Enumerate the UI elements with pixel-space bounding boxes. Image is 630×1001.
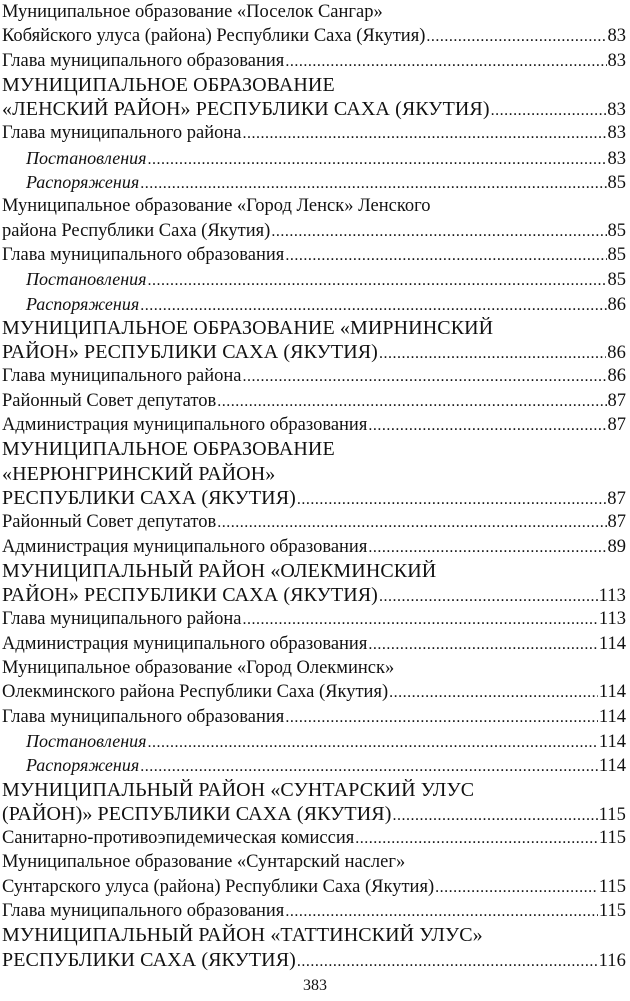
toc-heading-line — [2, 437, 626, 461]
toc-entry-title: МУНИЦИПАЛЬНЫЙ РАЙОН «СУНТАРСКИЙ УЛУС — [2, 778, 475, 801]
toc-entry-title: (РАЙОН)» РЕСПУБЛИКИ САХА (ЯКУТИЯ) — [2, 802, 392, 825]
dot-leader — [379, 583, 598, 607]
toc-entry-title: Сунтарского улуса (района) Республики Саха (Якутия) — [2, 876, 435, 897]
toc-entry — [2, 194, 626, 218]
toc-heading-line — [2, 73, 626, 97]
dot-leader — [242, 364, 606, 388]
toc-entry-title: РАЙОН» РЕСПУБЛИКИ САХА (ЯКУТИЯ) — [2, 341, 378, 364]
toc-heading-line — [2, 948, 626, 972]
toc-entry-title: МУНИЦИПАЛЬНЫЙ РАЙОН «ОЛЕКМИНСКИЙ — [2, 559, 437, 582]
toc-entry — [2, 49, 626, 73]
toc-entry-title: Муниципальное образование «Поселок Сангар» — [2, 2, 383, 22]
toc-entry-title: Распоряжения — [26, 755, 140, 776]
toc-entry-page: 115 — [598, 900, 626, 921]
toc-entry — [2, 535, 626, 559]
dot-leader — [148, 267, 607, 291]
toc-entry — [2, 875, 626, 899]
toc-entry-page: 114 — [598, 706, 626, 727]
toc-entry — [2, 413, 626, 437]
toc-entry-title: Постановления — [26, 147, 147, 168]
toc-entry-page: 86 — [607, 366, 626, 387]
toc-entry-title: Глава муниципального образования — [2, 900, 285, 921]
toc-entry-title: Олекминского района Республики Саха (Якутия) — [2, 682, 389, 703]
toc-entry-title: Муниципальное образование «Город Олекминск» — [2, 658, 395, 679]
toc-entry-title: Глава муниципального района — [2, 609, 242, 630]
toc-entry-page: 115 — [598, 828, 626, 849]
toc-entry-title: МУНИЦИПАЛЬНОЕ ОБРАЗОВАНИЕ — [2, 438, 335, 461]
dot-leader — [148, 146, 607, 170]
dot-leader — [435, 875, 598, 899]
toc-entry-page: 115 — [598, 804, 626, 825]
toc-entry-page: 83 — [607, 123, 626, 144]
toc-entry-page: 116 — [598, 950, 626, 971]
toc-entry — [2, 850, 626, 874]
toc-entry-title: РАЙОН» РЕСПУБЛИКИ САХА (ЯКУТИЯ) — [2, 584, 378, 607]
dot-leader — [355, 826, 598, 850]
toc-entry-page: 83 — [607, 26, 626, 47]
toc-entry-title: МУНИЦИПАЛЬНЫЙ РАЙОН «ТАТТИНСКИЙ УЛУС» — [2, 924, 483, 947]
toc-entry-title: РЕСПУБЛИКИ САХА (ЯКУТИЯ) — [2, 948, 296, 971]
toc-entry — [2, 656, 626, 680]
toc-entry-title: Санитарно-противоэпидемическая комиссия — [2, 828, 355, 849]
toc-entry — [2, 705, 626, 729]
toc-heading-line — [2, 462, 626, 486]
toc-entry-title: «НЕРЮНГРИНСКИЙ РАЙОН» — [2, 462, 276, 485]
dot-leader — [285, 899, 598, 923]
toc-entry-title: Распоряжения — [26, 172, 140, 193]
toc-entry-page: 86 — [607, 343, 626, 364]
dot-leader — [140, 292, 606, 316]
toc-entry — [2, 219, 626, 243]
dot-leader — [368, 632, 598, 656]
dot-leader — [297, 486, 606, 510]
dot-leader — [379, 340, 606, 364]
dot-leader — [271, 219, 606, 243]
dot-leader — [140, 170, 606, 194]
toc-entry-title: Распоряжения — [26, 293, 140, 314]
toc-entry-page: 83 — [607, 50, 626, 71]
toc-entry — [2, 607, 626, 631]
toc-entry-page: 87 — [607, 390, 626, 411]
toc-entry-title: Муниципальное образование «Город Ленск» Ленского — [2, 196, 431, 217]
toc-entry — [2, 24, 626, 48]
dot-leader — [285, 243, 606, 267]
toc-entry — [2, 170, 626, 194]
toc-entry-page: 85 — [607, 173, 626, 194]
dot-leader — [285, 705, 598, 729]
toc-entry — [2, 632, 626, 656]
toc-entry-page: 114 — [598, 731, 626, 752]
toc-entry — [2, 826, 626, 850]
toc-heading-line — [2, 559, 626, 583]
dot-leader — [242, 121, 606, 145]
toc-heading-line — [2, 583, 626, 607]
toc-entry-page: 87 — [607, 488, 626, 509]
toc-entry-title: МУНИЦИПАЛЬНОЕ ОБРАЗОВАНИЕ — [2, 73, 335, 96]
toc-entry-title: района Республики Саха (Якутия) — [2, 220, 271, 241]
toc-entry-page: 89 — [607, 536, 626, 557]
toc-entry-title: РЕСПУБЛИКИ САХА (ЯКУТИЯ) — [2, 486, 296, 509]
toc-heading-line — [2, 486, 626, 510]
toc-entry-title: Постановления — [26, 730, 147, 751]
toc-entry — [2, 899, 626, 923]
dot-leader — [368, 535, 606, 559]
toc-heading-line — [2, 97, 626, 121]
toc-entry-title: Постановления — [26, 269, 147, 290]
toc-entry-page: 113 — [598, 586, 626, 607]
dot-leader — [285, 49, 606, 73]
toc-entry-title: Глава муниципального образования — [2, 50, 285, 71]
toc-entry-page: 87 — [607, 415, 626, 436]
toc-entry-page: 83 — [607, 100, 626, 121]
toc-entry-title: Районный Совет депутатов — [2, 512, 217, 533]
toc-entry — [2, 729, 626, 753]
dot-leader — [140, 753, 598, 777]
toc-entry — [2, 0, 626, 24]
toc-entry-title: Районный Совет депутатов — [2, 390, 217, 411]
toc-entry — [2, 389, 626, 413]
toc-entry — [2, 753, 626, 777]
toc-entry-page: 85 — [607, 270, 626, 291]
toc-entry-page: 86 — [607, 294, 626, 315]
toc-entry-title: Глава муниципального образования — [2, 706, 285, 727]
toc-entry — [2, 267, 626, 291]
toc-entry — [2, 121, 626, 145]
toc-entry-page: 85 — [607, 220, 626, 241]
toc-heading-line — [2, 802, 626, 826]
toc-entry-page: 114 — [598, 756, 626, 777]
toc-heading-line — [2, 316, 626, 340]
toc-entry-page: 87 — [607, 512, 626, 533]
toc-entry-page: 113 — [598, 609, 626, 630]
toc-entry-title: «ЛЕНСКИЙ РАЙОН» РЕСПУБЛИКИ САХА (ЯКУТИЯ) — [2, 98, 490, 121]
toc-entry-title: Глава муниципального района — [2, 123, 242, 144]
toc-heading-line — [2, 923, 626, 947]
dot-leader — [389, 680, 598, 704]
dot-leader — [217, 510, 606, 534]
toc-entry — [2, 243, 626, 267]
toc-entry — [2, 146, 626, 170]
toc-entry-title: Муниципальное образование «Сунтарский наслег» — [2, 852, 406, 873]
dot-leader — [426, 24, 606, 48]
toc-entry — [2, 680, 626, 704]
dot-leader — [242, 607, 597, 631]
toc-entry — [2, 510, 626, 534]
dot-leader — [217, 389, 606, 413]
toc-entry-title: Глава муниципального образования — [2, 244, 285, 265]
toc-entry-page: 114 — [598, 633, 626, 654]
table-of-contents — [2, 0, 626, 972]
toc-entry-page: 114 — [598, 682, 626, 703]
toc-entry-title: Глава муниципального района — [2, 366, 242, 387]
dot-leader — [148, 729, 598, 753]
toc-entry-title: Администрация муниципального образования — [2, 633, 368, 654]
toc-entry-title: Кобяйского улуса (района) Республики Саха (Якутия) — [2, 26, 426, 47]
toc-entry-page: 115 — [598, 876, 626, 897]
page-number: 383 — [303, 977, 327, 994]
dot-leader — [392, 802, 597, 826]
dot-leader — [368, 413, 606, 437]
toc-entry-page: 85 — [607, 244, 626, 265]
toc-heading-line — [2, 340, 626, 364]
toc-entry-title: МУНИЦИПАЛЬНОЕ ОБРАЗОВАНИЕ «МИРНИНСКИЙ — [2, 316, 494, 339]
dot-leader — [297, 948, 598, 972]
toc-heading-line — [2, 778, 626, 802]
toc-entry — [2, 364, 626, 388]
dot-leader — [491, 97, 607, 121]
toc-entry-title: Администрация муниципального образования — [2, 415, 368, 436]
toc-entry-title: Администрация муниципального образования — [2, 536, 368, 557]
toc-entry-page: 83 — [607, 148, 626, 169]
toc-entry — [2, 292, 626, 316]
